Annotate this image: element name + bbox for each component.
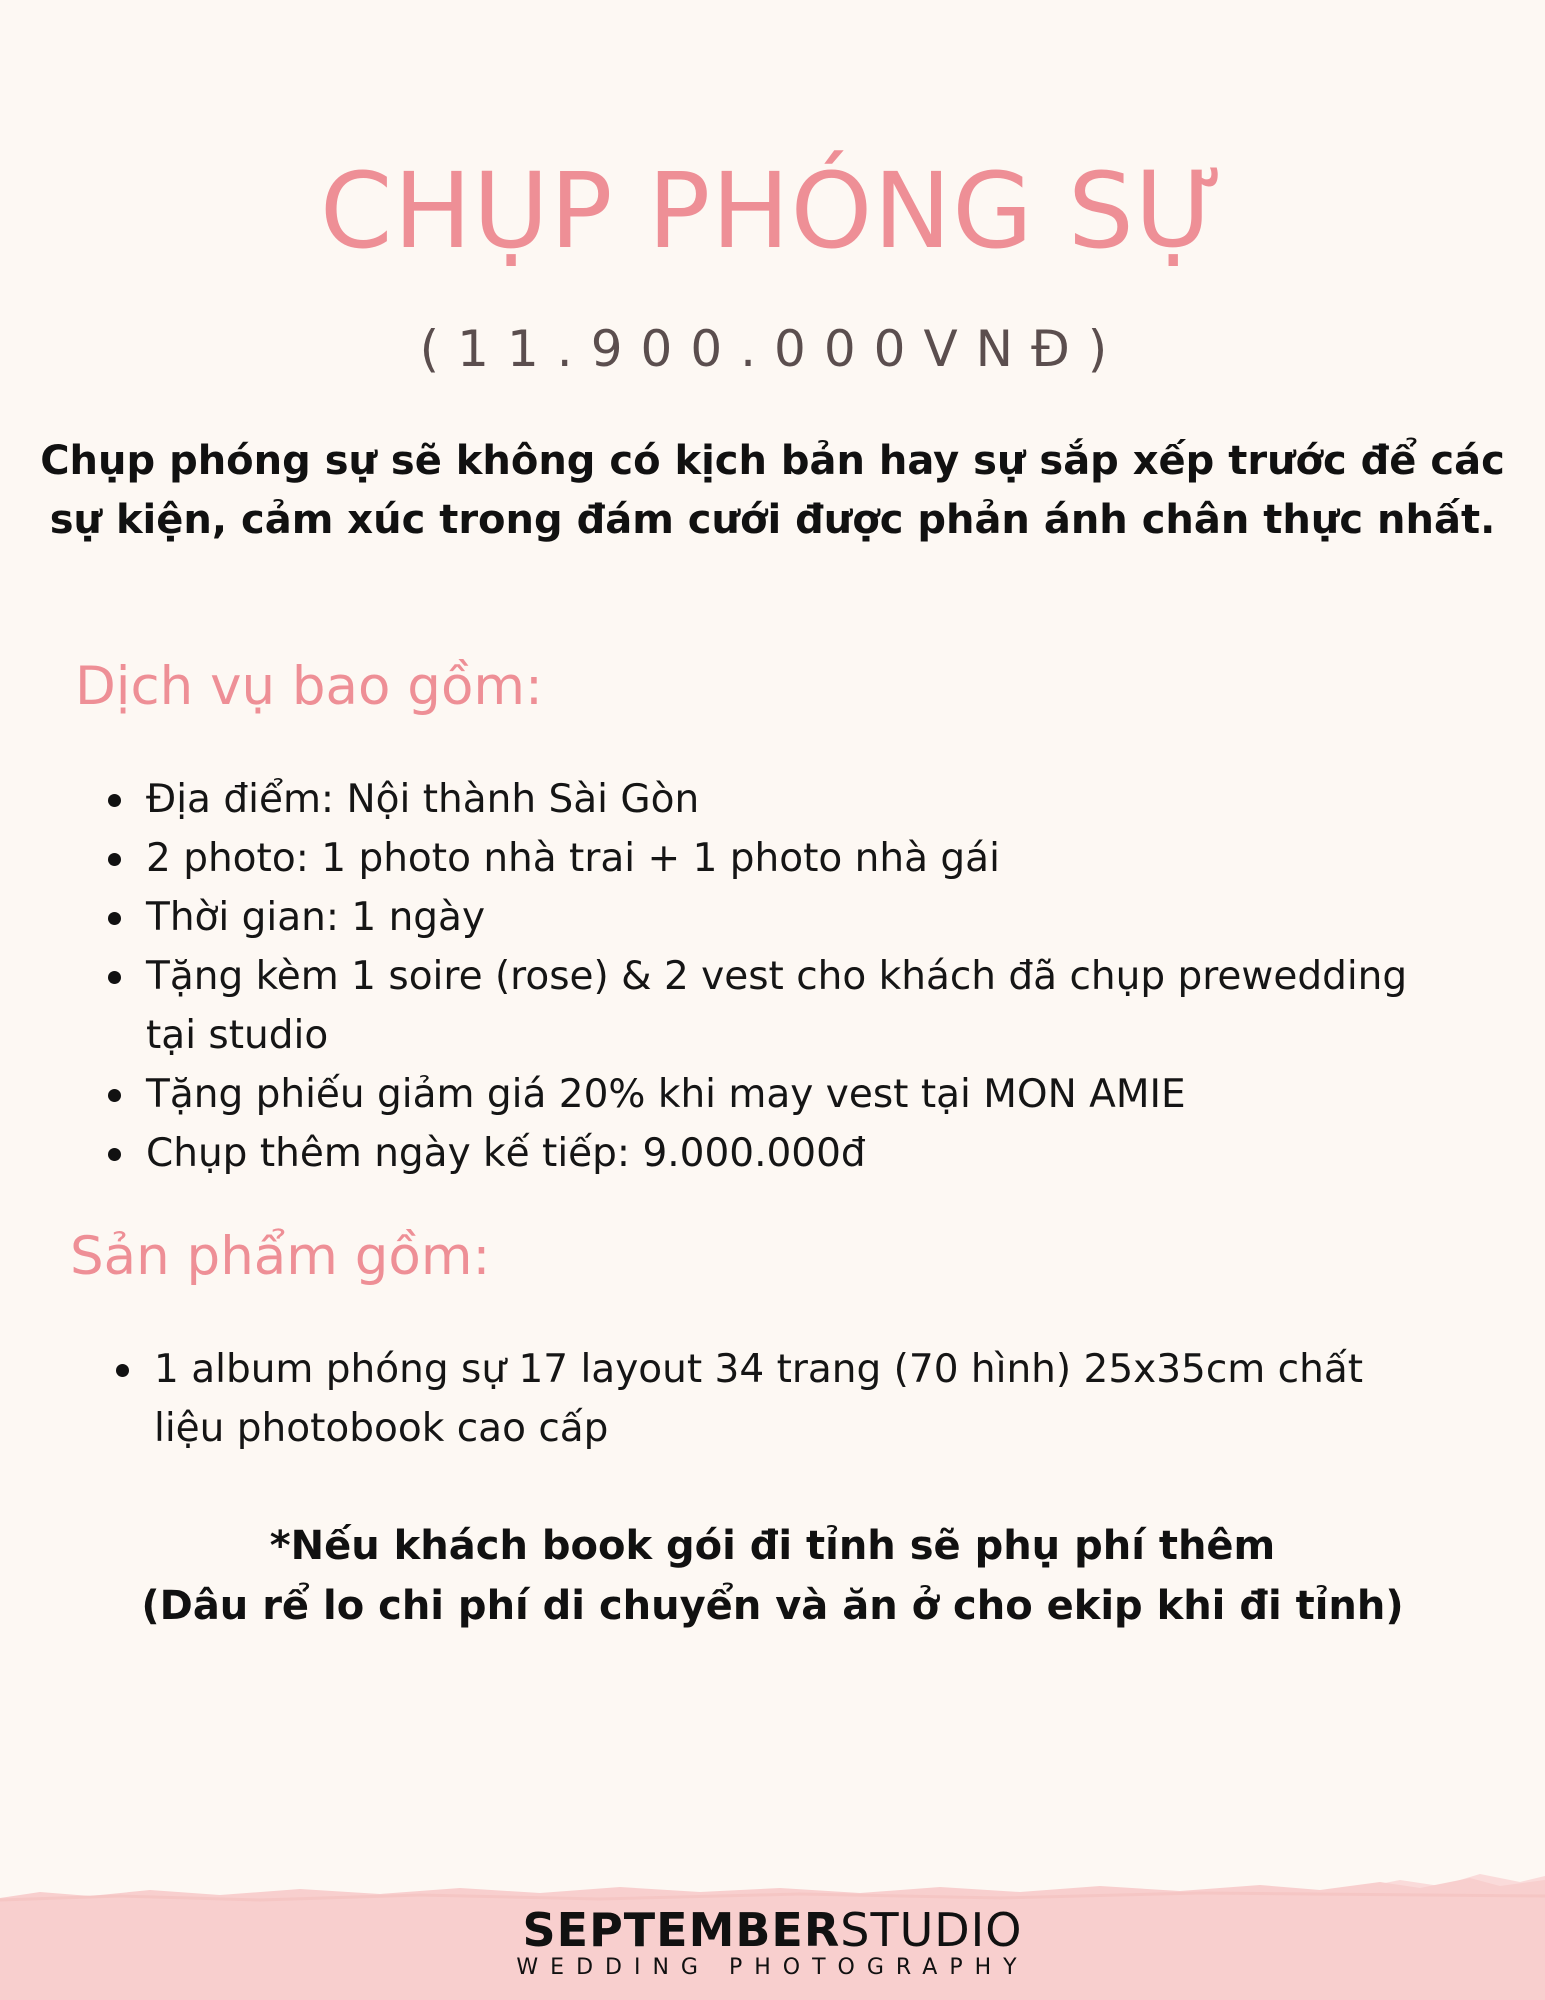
intro-text: Chụp phóng sự sẽ không có kịch bản hay sự sắp xếp trước để các sự kiện, cảm xúc trong đám cưới được phản ánh chân thực nhất. — [40, 438, 1505, 543]
services-list — [108, 770, 1408, 1183]
list-item: 1 album phóng sự 17 layout 34 trang (70 hình) 25x35cm chất liệu photobook cao cấp — [116, 1340, 1436, 1458]
products-heading: Sản phẩm gồm: — [70, 1226, 491, 1287]
studio-logo-wordmark — [523, 1905, 1023, 1955]
list-item: Tặng kèm 1 soire (rose) & 2 vest cho khách đã chụp prewedding tại studio — [108, 947, 1408, 1065]
studio-logo-bold: SEPTEMBER — [522, 1903, 841, 1957]
list-item: Chụp thêm ngày kế tiếp: 9.000.000đ — [108, 1124, 1408, 1183]
services-heading: Dịch vụ bao gồm: — [75, 656, 543, 717]
list-item: Tặng phiếu giảm giá 20% khi may vest tại MON AMIE — [108, 1065, 1408, 1124]
surcharge-note — [0, 1516, 1545, 1636]
page-title: CHỤP PHÓNG SỰ — [319, 150, 1226, 272]
studio-logo — [0, 1905, 1545, 1981]
products-list — [116, 1340, 1436, 1458]
studio-logo-tagline: WEDDING PHOTOGRAPHY — [516, 1955, 1029, 1980]
surcharge-note-line: (Dâu rể lo chi phí di chuyển và ăn ở cho ekip khi đi tỉnh) — [141, 1583, 1404, 1629]
package-price: (11.900.000VNĐ) — [419, 320, 1126, 378]
surcharge-note-line: *Nếu khách book gói đi tỉnh sẽ phụ phí thêm — [269, 1523, 1276, 1569]
list-item: 2 photo: 1 photo nhà trai + 1 photo nhà gái — [108, 829, 1408, 888]
list-item: Thời gian: 1 ngày — [108, 888, 1408, 947]
list-item: Địa điểm: Nội thành Sài Gòn — [108, 770, 1408, 829]
studio-logo-light: STUDIO — [840, 1903, 1023, 1957]
